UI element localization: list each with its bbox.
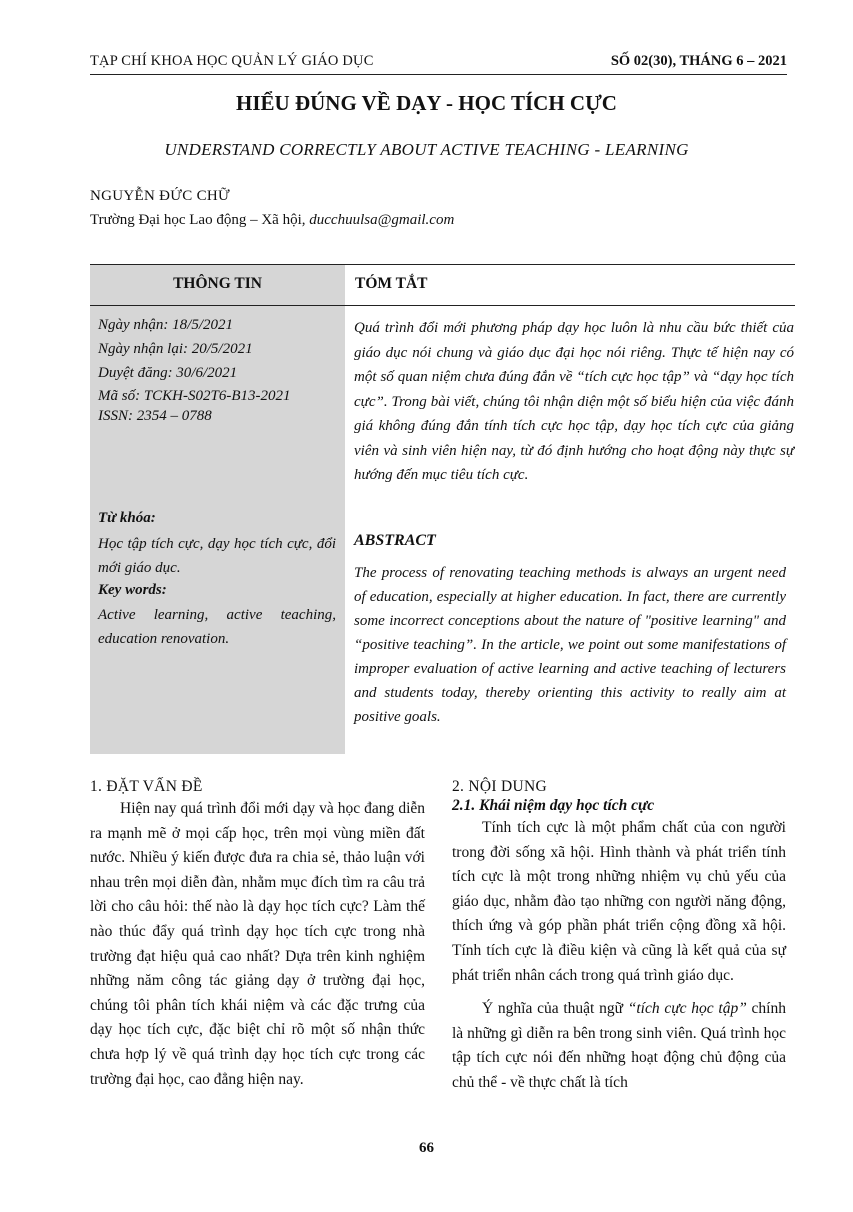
paragraph-2-start: Ý nghĩa của thuật ngữ	[482, 1000, 628, 1018]
table-header-rule	[90, 305, 795, 306]
summary-column-header: TÓM TẮT	[355, 275, 428, 292]
section-2-paragraph-2	[452, 997, 786, 1095]
keywords-vi-heading: Từ khóa:	[98, 510, 156, 526]
section-1-heading: 1. ĐẶT VẤN ĐỀ	[90, 778, 203, 795]
issue-info: SỐ 02(30), THÁNG 6 – 2021	[610, 53, 787, 69]
abstract-heading: ABSTRACT	[354, 532, 436, 549]
institution: Trường Đại học Lao động – Xã hội,	[90, 212, 310, 228]
info-column-background	[90, 264, 345, 754]
section-2-paragraph-1: Tính tích cực là một phẩm chất của con người trong đời sống xã hội. Hình thành và phát triển tính tích cực là một trong những nhiệm vụ chủ yếu của giáo dục, nhằm đào tạo những con người năng động, thích ứng và góp phần phát triển cộng đồng xã hội. Tính tích cực là điều kiện và cũng là kết quả của sự phát triển nhân cách trong quá trình giáo dục.	[452, 819, 786, 984]
author-name: NGUYỄN ĐỨC CHỮ	[90, 188, 230, 204]
keywords-en-heading: Key words:	[98, 582, 167, 598]
article-subtitle: UNDERSTAND CORRECTLY ABOUT ACTIVE TEACHING - LEARNING	[164, 140, 689, 159]
journal-name: TẠP CHÍ KHOA HỌC QUẢN LÝ GIÁO DỤC	[90, 53, 374, 69]
summary-vi: Quá trình đổi mới phương pháp dạy học luôn là nhu cầu bức thiết của giáo dục nói chung và giáo dục đại học nói riêng. Thực tế hiện nay có một số quan niệm chưa đúng đắn về “tích cực học tập” và “dạy học tích cực”. Trong bài viết, chúng tôi nhận diện một số biểu hiện của việc đánh giá không đúng đắn tính tích cực học tập, dạy học tích cực của giảng viên và sinh viên hiện nay, từ đó định hướng cho hoạt động này thực sự hướng đến mục tiêu tích cực.	[354, 320, 794, 483]
keywords-en: Active learning, active teaching, education renovation.	[98, 607, 336, 647]
date-received: Ngày nhận: 18/5/2021	[98, 317, 233, 333]
term-active-learning: “tích cực học tập”	[627, 1000, 747, 1018]
paragraph-2-rest: chính là những gì diễn ra bên trong sinh viên. Quá trình học tập tích cực nói đến những hoạt động chủ động của chủ thể - về thực chất là tích	[452, 1000, 786, 1091]
article-code: Mã số: TCKH-S02T6-B13-2021	[98, 388, 291, 404]
date-revised: Ngày nhận lại: 20/5/2021	[98, 341, 253, 357]
issn: ISSN: 2354 – 0788	[98, 408, 212, 424]
section-1-paragraph: Hiện nay quá trình đổi mới dạy và học đang diễn ra mạnh mẽ ở mọi cấp học, trên mọi vùng miền đất nước. Nhiều ý kiến được đưa ra chia sẻ, thảo luận với nhau trên mọi diễn đàn, nhằm mục đích tìm ra câu trả lời cho câu hỏi: thế nào là dạy học tích cực? Làm thế nào thúc đẩy quá trình dạy học tích cực trong nhà trường đạt hiệu quả cao nhất? Dựa trên kinh nghiệm những năm công tác giảng dạy ở trường đại học, chúng tôi phân tích khái niệm và các đặc trưng của dạy học tích cực, đặc biệt chỉ rõ một số nhận thức chưa hợp lý về quá trình dạy học tích cực trong các trường đại học, cao đẳng hiện nay.	[90, 800, 425, 1088]
author-affiliation	[90, 212, 454, 229]
header-divider	[90, 74, 787, 75]
info-column-header: THÔNG TIN	[173, 275, 262, 292]
section-2	[452, 778, 786, 1096]
date-approved: Duyệt đăng: 30/6/2021	[98, 365, 238, 381]
abstract-en: The process of renovating teaching methods is always an urgent need of education, especially at higher education. In fact, there are currently some incorrect conceptions about the nature of "positive learning" and “positive teaching”. In the article, we point out some manifestations of improper evaluation of active learning and active teaching of lecturers and students today, thereby orienting this activity to really aim at positive goals.	[354, 565, 786, 725]
keywords-vi: Học tập tích cực, dạy học tích cực, đổi mới giáo dục.	[98, 536, 336, 576]
table-top-rule	[90, 264, 795, 265]
page-number: 66	[419, 1140, 434, 1156]
author-email: ducchuulsa@gmail.com	[309, 212, 455, 228]
section-2-1-heading: 2.1. Khái niệm dạy học tích cực	[452, 797, 655, 814]
section-2-heading: 2. NỘI DUNG	[452, 778, 547, 795]
section-1	[90, 778, 425, 1092]
article-title: HIỂU ĐÚNG VỀ DẠY - HỌC TÍCH CỰC	[236, 91, 617, 115]
